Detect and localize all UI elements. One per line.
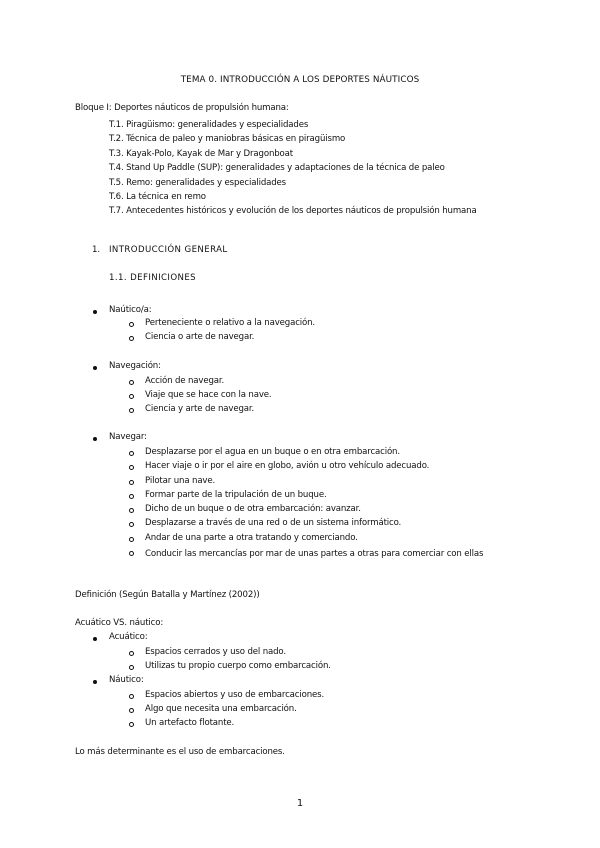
topic-item: T.3. Kayak-Polo, Kayak de Mar y Dragonboat xyxy=(109,148,293,159)
definition-item: Conducir las mercancías por mar de unas partes a otras para comerciar con ellas xyxy=(145,549,484,559)
circle-bullet-icon xyxy=(129,465,134,470)
document-title: TEMA 0. INTRODUCCIÓN A LOS DEPORTES NÁUTICOS xyxy=(180,75,420,85)
bullet-icon xyxy=(93,680,97,684)
circle-bullet-icon xyxy=(129,522,134,527)
topic-item: T.1. Piragüismo: generalidades y especialidades xyxy=(109,120,309,130)
comparison-item: Un artefacto flotante. xyxy=(145,718,235,728)
comparison-item: Algo que necesita una embarcación. xyxy=(145,704,297,714)
topic-list xyxy=(109,118,529,219)
definition-term: Navegar: xyxy=(109,432,147,442)
topic-item: T.5. Remo: generalidades y especialidades xyxy=(109,177,287,188)
circle-bullet-icon xyxy=(129,551,134,556)
definition-item: Acción de navegar. xyxy=(145,376,225,386)
definition-item: Dicho de un buque o de otra embarcación: avanzar. xyxy=(145,504,361,514)
circle-bullet-icon xyxy=(129,394,134,399)
comparison-item: Utilizas tu propio cuerpo como embarcación. xyxy=(145,661,331,671)
topic-item: T.4. Stand Up Paddle (SUP): generalidades y adaptaciones de la técnica de paleo xyxy=(109,163,445,174)
bloque-heading: Bloque I: Deportes náuticos de propulsión humana: xyxy=(75,103,289,113)
definition-term: Naútico/a: xyxy=(109,305,152,315)
bullet-icon xyxy=(93,310,97,314)
topic-item: T.6. La técnica en remo xyxy=(109,191,206,202)
circle-bullet-icon xyxy=(129,537,134,542)
circle-bullet-icon xyxy=(129,651,134,656)
circle-bullet-icon xyxy=(129,380,134,385)
bullet-icon xyxy=(93,637,97,641)
section-heading: INTRODUCCIÓN GENERAL xyxy=(109,245,228,255)
circle-bullet-icon xyxy=(129,665,134,670)
definition-item: Andar de una parte a otra tratando y comerciando. xyxy=(145,533,358,543)
subsection-heading: 1.1. DEFINICIONES xyxy=(109,273,197,283)
comparison-term: Náutico: xyxy=(109,675,144,685)
circle-bullet-icon xyxy=(129,722,134,727)
comparison-term: Acuático: xyxy=(109,632,148,642)
topic-item: T.2. Técnica de paleo y maniobras básicas en piragüismo xyxy=(109,134,346,145)
circle-bullet-icon xyxy=(129,708,134,713)
definition-item: Ciencia y arte de navegar. xyxy=(145,404,255,414)
definition-item: Ciencia o arte de navegar. xyxy=(145,332,255,342)
bullet-icon xyxy=(93,366,97,370)
circle-bullet-icon xyxy=(129,322,134,327)
definition-item: Desplazarse por el agua en un buque o en otra embarcación. xyxy=(145,447,400,457)
bullet-icon xyxy=(93,437,97,441)
page-number: 1 xyxy=(296,798,304,809)
circle-bullet-icon xyxy=(129,494,134,499)
definition-term: Navegación: xyxy=(109,361,161,371)
definition-item: Desplazarse a través de una red o de un sistema informático. xyxy=(145,518,402,528)
topic-item: T.7. Antecedentes históricos y evolución de los deportes náuticos de propulsión humana xyxy=(109,206,477,217)
circle-bullet-icon xyxy=(129,451,134,456)
comparison-item: Espacios abiertos y uso de embarcaciones. xyxy=(145,690,325,700)
circle-bullet-icon xyxy=(129,336,134,341)
definition-item: Hacer viaje o ir por el aire en globo, avión u otro vehículo adecuado. xyxy=(145,461,430,471)
definition-item: Pilotar una nave. xyxy=(145,476,216,486)
circle-bullet-icon xyxy=(129,480,134,485)
definition-item: Perteneciente o relativo a la navegación. xyxy=(145,318,316,328)
definition-source: Definición (Según Batalla y Martínez (2002)) xyxy=(75,590,260,600)
circle-bullet-icon xyxy=(129,408,134,413)
comparison-item: Espacios cerrados y uso del nado. xyxy=(145,647,286,657)
circle-bullet-icon xyxy=(129,508,134,513)
comparison-heading: Acuático VS. náutico: xyxy=(75,618,164,628)
conclusion-text: Lo más determinante es el uso de embarcaciones. xyxy=(75,747,285,757)
circle-bullet-icon xyxy=(129,694,134,699)
definition-item: Formar parte de la tripulación de un buque. xyxy=(145,490,327,500)
section-number: 1. xyxy=(92,245,100,255)
definition-item: Viaje que se hace con la nave. xyxy=(145,390,272,400)
